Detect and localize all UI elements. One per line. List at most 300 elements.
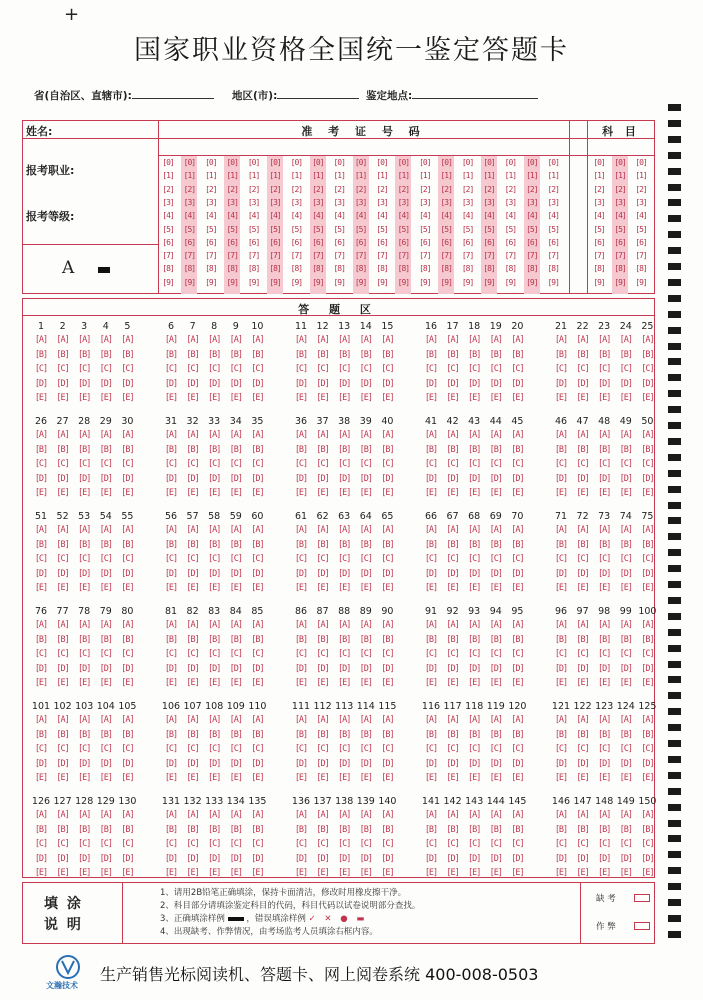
digit-bubble[interactable]: [8] <box>247 264 260 274</box>
answer-bubble[interactable]: [B] <box>78 539 91 550</box>
digit-bubble[interactable]: [0] <box>483 158 495 167</box>
answer-bubble[interactable]: [A] <box>208 335 221 345</box>
digit-bubble[interactable]: [1] <box>483 171 495 181</box>
digit-bubble[interactable]: [0] <box>205 158 217 167</box>
answer-bubble[interactable]: [E] <box>511 678 524 688</box>
answer-bubble[interactable]: [C] <box>446 459 459 469</box>
answer-bubble[interactable]: [A] <box>208 715 221 725</box>
answer-bubble[interactable]: [C] <box>78 459 91 469</box>
answer-bubble[interactable]: [D] <box>316 663 329 674</box>
answer-bubble[interactable]: [C] <box>34 554 48 564</box>
answer-bubble[interactable]: [C] <box>186 554 199 564</box>
answer-bubble[interactable]: [C] <box>186 364 199 374</box>
digit-bubble[interactable]: [2] <box>461 184 474 194</box>
answer-bubble[interactable]: [A] <box>338 620 351 630</box>
answer-bubble[interactable]: [E] <box>381 393 394 403</box>
answer-bubble[interactable]: [E] <box>641 583 654 593</box>
digit-bubble[interactable]: [1] <box>290 171 303 181</box>
answer-bubble[interactable]: [E] <box>576 868 589 878</box>
digit-bubble[interactable]: [5] <box>547 224 559 234</box>
answer-bubble[interactable]: [B] <box>186 634 199 645</box>
digit-bubble[interactable]: [9] <box>333 277 345 287</box>
answer-bubble[interactable]: [A] <box>208 430 221 440</box>
digit-bubble[interactable]: [6] <box>376 237 388 247</box>
answer-bubble[interactable]: [A] <box>381 525 394 535</box>
digit-bubble[interactable]: [0] <box>333 158 345 167</box>
answer-bubble[interactable]: [B] <box>121 539 134 550</box>
answer-bubble[interactable]: [E] <box>554 393 568 403</box>
answer-bubble[interactable]: [E] <box>164 868 178 878</box>
answer-bubble[interactable]: [E] <box>34 488 48 498</box>
answer-bubble[interactable]: [B] <box>338 349 351 360</box>
answer-bubble[interactable]: [C] <box>424 459 438 469</box>
answer-bubble[interactable]: [E] <box>511 773 524 783</box>
answer-bubble[interactable]: [C] <box>229 744 242 754</box>
answer-bubble[interactable]: [C] <box>576 364 589 374</box>
digit-bubble[interactable]: [2] <box>440 184 452 194</box>
answer-bubble[interactable]: [D] <box>641 663 654 674</box>
answer-bubble[interactable]: [A] <box>468 335 481 345</box>
answer-bubble[interactable]: [C] <box>446 744 459 754</box>
answer-bubble[interactable]: [A] <box>598 620 611 630</box>
digit-bubble[interactable]: [7] <box>526 251 538 261</box>
digit-bubble[interactable]: [4] <box>526 211 538 221</box>
answer-bubble[interactable]: [E] <box>99 678 112 688</box>
answer-bubble[interactable]: [D] <box>251 853 264 864</box>
answer-bubble[interactable]: [B] <box>511 349 524 360</box>
answer-bubble[interactable]: [E] <box>229 678 242 688</box>
answer-bubble[interactable]: [B] <box>121 349 134 360</box>
answer-bubble[interactable]: [A] <box>381 430 394 440</box>
answer-bubble[interactable]: [C] <box>251 554 264 564</box>
digit-bubble[interactable]: [8] <box>461 264 474 274</box>
answer-bubble[interactable]: [C] <box>359 554 372 564</box>
answer-bubble[interactable]: [E] <box>446 868 459 878</box>
answer-bubble[interactable]: [A] <box>576 430 589 440</box>
digit-bubble[interactable]: [4] <box>504 211 517 221</box>
digit-bubble[interactable]: [9] <box>547 277 559 287</box>
answer-bubble[interactable]: [B] <box>208 349 221 360</box>
digit-bubble[interactable]: [2] <box>269 184 281 194</box>
answer-bubble[interactable]: [E] <box>99 773 112 783</box>
answer-bubble[interactable]: [B] <box>446 444 459 455</box>
answer-bubble[interactable]: [E] <box>576 773 589 783</box>
answer-bubble[interactable]: [D] <box>511 663 524 674</box>
answer-bubble[interactable]: [E] <box>554 488 568 498</box>
answer-bubble[interactable]: [E] <box>164 393 178 403</box>
digit-bubble[interactable]: [0] <box>397 158 410 167</box>
answer-bubble[interactable]: [D] <box>251 473 264 484</box>
digit-bubble[interactable]: [2] <box>354 184 367 194</box>
answer-bubble[interactable]: [B] <box>489 539 502 550</box>
answer-bubble[interactable]: [D] <box>619 473 632 484</box>
answer-bubble[interactable]: [C] <box>78 364 91 374</box>
answer-bubble[interactable]: [E] <box>121 488 134 498</box>
answer-bubble[interactable]: [C] <box>554 839 568 849</box>
answer-bubble[interactable]: [B] <box>468 634 481 645</box>
answer-bubble[interactable]: [E] <box>598 488 611 498</box>
answer-bubble[interactable]: [D] <box>251 378 264 389</box>
digit-bubble[interactable]: [6] <box>461 237 474 247</box>
answer-bubble[interactable]: [D] <box>338 473 351 484</box>
answer-bubble[interactable]: [E] <box>294 488 308 498</box>
answer-bubble[interactable]: [B] <box>294 349 308 360</box>
answer-bubble[interactable]: [E] <box>641 868 654 878</box>
answer-bubble[interactable]: [E] <box>56 773 69 783</box>
answer-bubble[interactable]: [E] <box>424 773 438 783</box>
answer-bubble[interactable]: [A] <box>511 525 524 535</box>
answer-bubble[interactable]: [C] <box>121 649 134 659</box>
digit-bubble[interactable]: [0] <box>183 158 196 167</box>
answer-bubble[interactable]: [B] <box>99 349 112 360</box>
digit-bubble[interactable]: [7] <box>376 251 388 261</box>
digit-bubble[interactable]: [7] <box>593 251 605 261</box>
digit-bubble[interactable]: [3] <box>376 197 388 207</box>
answer-bubble[interactable]: [D] <box>619 758 632 769</box>
answer-bubble[interactable]: [D] <box>186 853 199 864</box>
answer-bubble[interactable]: [D] <box>229 378 242 389</box>
answer-bubble[interactable]: [A] <box>359 525 372 535</box>
answer-bubble[interactable]: [B] <box>338 824 351 835</box>
digit-bubble[interactable]: [0] <box>547 158 559 167</box>
digit-bubble[interactable]: [6] <box>312 237 324 247</box>
digit-bubble[interactable]: [6] <box>354 237 367 247</box>
answer-bubble[interactable]: [B] <box>576 729 589 740</box>
answer-bubble[interactable]: [A] <box>294 715 308 725</box>
answer-bubble[interactable]: [C] <box>424 744 438 754</box>
answer-bubble[interactable]: [B] <box>338 634 351 645</box>
answer-bubble[interactable]: [E] <box>251 583 264 593</box>
answer-bubble[interactable]: [E] <box>641 488 654 498</box>
answer-bubble[interactable]: [D] <box>56 853 69 864</box>
answer-bubble[interactable]: [B] <box>316 539 329 550</box>
digit-bubble[interactable]: [2] <box>504 184 517 194</box>
answer-bubble[interactable]: [D] <box>446 853 459 864</box>
digit-bubble[interactable]: [9] <box>247 277 260 287</box>
answer-bubble[interactable]: [C] <box>56 839 69 849</box>
answer-bubble[interactable]: [E] <box>164 583 178 593</box>
digit-bubble[interactable]: [4] <box>247 211 260 221</box>
answer-bubble[interactable]: [D] <box>78 853 91 864</box>
answer-bubble[interactable]: [D] <box>316 473 329 484</box>
answer-bubble[interactable]: [C] <box>511 364 524 374</box>
answer-bubble[interactable]: [D] <box>576 473 589 484</box>
answer-bubble[interactable]: [E] <box>511 868 524 878</box>
answer-bubble[interactable]: [E] <box>598 868 611 878</box>
answer-bubble[interactable]: [E] <box>78 678 91 688</box>
digit-bubble[interactable]: [9] <box>205 277 217 287</box>
answer-bubble[interactable]: [D] <box>294 853 308 864</box>
answer-bubble[interactable]: [D] <box>164 853 178 864</box>
answer-bubble[interactable]: [C] <box>251 364 264 374</box>
answer-bubble[interactable]: [D] <box>359 758 372 769</box>
region-field[interactable] <box>232 88 359 103</box>
answer-bubble[interactable]: [B] <box>489 634 502 645</box>
answer-bubble[interactable]: [E] <box>294 393 308 403</box>
answer-bubble[interactable]: [C] <box>619 839 632 849</box>
answer-bubble[interactable]: [D] <box>446 663 459 674</box>
digit-bubble[interactable]: [1] <box>354 171 367 181</box>
answer-bubble[interactable]: [D] <box>121 853 134 864</box>
province-field[interactable] <box>34 88 214 103</box>
answer-bubble[interactable]: [D] <box>121 758 134 769</box>
digit-bubble[interactable]: [8] <box>547 264 559 274</box>
digit-bubble[interactable]: [5] <box>526 224 538 234</box>
digit-bubble[interactable]: [4] <box>354 211 367 221</box>
answer-bubble[interactable]: [C] <box>381 744 394 754</box>
answer-bubble[interactable]: [B] <box>446 824 459 835</box>
digit-bubble[interactable]: [5] <box>440 224 452 234</box>
answer-bubble[interactable]: [C] <box>489 744 502 754</box>
answer-bubble[interactable]: [A] <box>251 620 264 630</box>
digit-bubble[interactable]: [4] <box>635 211 647 221</box>
answer-bubble[interactable]: [E] <box>99 868 112 878</box>
digit-bubble[interactable]: [2] <box>526 184 538 194</box>
answer-bubble[interactable]: [B] <box>99 729 112 740</box>
answer-bubble[interactable]: [C] <box>316 744 329 754</box>
answer-bubble[interactable]: [E] <box>489 678 502 688</box>
answer-bubble[interactable]: [D] <box>511 378 524 389</box>
answer-bubble[interactable]: [C] <box>229 649 242 659</box>
digit-bubble[interactable]: [9] <box>483 277 495 287</box>
answer-bubble[interactable]: [A] <box>229 620 242 630</box>
answer-bubble[interactable]: [E] <box>424 583 438 593</box>
answer-bubble[interactable]: [E] <box>78 773 91 783</box>
digit-bubble[interactable]: [4] <box>333 211 345 221</box>
digit-bubble[interactable]: [3] <box>290 197 303 207</box>
answer-bubble[interactable]: [C] <box>316 459 329 469</box>
answer-bubble[interactable]: [A] <box>34 525 48 535</box>
answer-bubble[interactable]: [E] <box>381 583 394 593</box>
digit-bubble[interactable]: [7] <box>162 251 174 261</box>
answer-bubble[interactable]: [B] <box>641 349 654 360</box>
answer-bubble[interactable]: [B] <box>121 729 134 740</box>
answer-bubble[interactable]: [D] <box>78 663 91 674</box>
answer-bubble[interactable]: [C] <box>294 839 308 849</box>
answer-bubble[interactable]: [B] <box>598 539 611 550</box>
answer-bubble[interactable]: [B] <box>511 444 524 455</box>
answer-bubble[interactable]: [B] <box>316 729 329 740</box>
answer-bubble[interactable]: [D] <box>359 663 372 674</box>
answer-bubble[interactable]: [A] <box>34 810 48 820</box>
answer-bubble[interactable]: [B] <box>381 444 394 455</box>
answer-bubble[interactable]: [C] <box>446 554 459 564</box>
answer-bubble[interactable]: [C] <box>229 554 242 564</box>
answer-bubble[interactable]: [D] <box>359 378 372 389</box>
digit-bubble[interactable]: [9] <box>354 277 367 287</box>
cheat-box[interactable] <box>634 922 650 930</box>
answer-bubble[interactable]: [D] <box>489 853 502 864</box>
answer-bubble[interactable]: [A] <box>164 620 178 630</box>
answer-bubble[interactable]: [C] <box>164 649 178 659</box>
answer-bubble[interactable]: [E] <box>554 868 568 878</box>
answer-bubble[interactable]: [E] <box>164 488 178 498</box>
answer-bubble[interactable]: [A] <box>316 430 329 440</box>
answer-bubble[interactable]: [A] <box>511 620 524 630</box>
answer-bubble[interactable]: [B] <box>381 824 394 835</box>
answer-bubble[interactable]: [B] <box>208 729 221 740</box>
answer-bubble[interactable]: [C] <box>619 554 632 564</box>
answer-bubble[interactable]: [D] <box>34 568 48 579</box>
digit-bubble[interactable]: [7] <box>205 251 217 261</box>
digit-bubble[interactable]: [4] <box>614 211 626 221</box>
answer-bubble[interactable]: [A] <box>641 335 654 345</box>
answer-bubble[interactable]: [C] <box>489 554 502 564</box>
answer-bubble[interactable]: [C] <box>338 554 351 564</box>
answer-bubble[interactable]: [A] <box>208 620 221 630</box>
digit-bubble[interactable]: [2] <box>183 184 196 194</box>
digit-bubble[interactable]: [0] <box>504 158 517 167</box>
answer-bubble[interactable]: [D] <box>56 473 69 484</box>
answer-bubble[interactable]: [A] <box>424 810 438 820</box>
answer-bubble[interactable]: [D] <box>619 378 632 389</box>
answer-bubble[interactable]: [D] <box>99 758 112 769</box>
answer-bubble[interactable]: [B] <box>316 634 329 645</box>
answer-bubble[interactable]: [B] <box>229 539 242 550</box>
digit-bubble[interactable]: [4] <box>290 211 303 221</box>
answer-bubble[interactable]: [A] <box>78 525 91 535</box>
answer-bubble[interactable]: [B] <box>641 539 654 550</box>
answer-bubble[interactable]: [C] <box>446 649 459 659</box>
answer-bubble[interactable]: [C] <box>489 364 502 374</box>
answer-bubble[interactable]: [C] <box>121 744 134 754</box>
digit-bubble[interactable]: [1] <box>547 171 559 181</box>
answer-bubble[interactable]: [A] <box>446 620 459 630</box>
answer-bubble[interactable]: [D] <box>208 473 221 484</box>
answer-bubble[interactable]: [B] <box>424 824 438 835</box>
answer-bubble[interactable]: [B] <box>99 634 112 645</box>
answer-bubble[interactable]: [B] <box>381 349 394 360</box>
answer-bubble[interactable]: [A] <box>598 525 611 535</box>
answer-bubble[interactable]: [B] <box>468 349 481 360</box>
answer-bubble[interactable]: [D] <box>511 853 524 864</box>
answer-bubble[interactable]: [E] <box>316 583 329 593</box>
answer-bubble[interactable]: [E] <box>208 488 221 498</box>
digit-bubble[interactable]: [0] <box>354 158 367 167</box>
answer-bubble[interactable]: [D] <box>294 568 308 579</box>
digit-bubble[interactable]: [4] <box>376 211 388 221</box>
answer-bubble[interactable]: [D] <box>511 568 524 579</box>
answer-bubble[interactable]: [C] <box>576 839 589 849</box>
answer-bubble[interactable]: [E] <box>338 678 351 688</box>
answer-bubble[interactable]: [B] <box>598 824 611 835</box>
answer-bubble[interactable]: [D] <box>294 663 308 674</box>
answer-bubble[interactable]: [D] <box>34 663 48 674</box>
digit-bubble[interactable]: [8] <box>376 264 388 274</box>
answer-bubble[interactable]: [B] <box>511 634 524 645</box>
digit-bubble[interactable]: [5] <box>419 224 431 234</box>
answer-bubble[interactable]: [C] <box>598 839 611 849</box>
answer-bubble[interactable]: [D] <box>554 853 568 864</box>
answer-bubble[interactable]: [E] <box>468 868 481 878</box>
digit-bubble[interactable]: [2] <box>397 184 410 194</box>
digit-bubble[interactable]: [1] <box>247 171 260 181</box>
answer-bubble[interactable]: [D] <box>164 378 178 389</box>
answer-bubble[interactable]: [A] <box>294 335 308 345</box>
answer-bubble[interactable]: [B] <box>359 349 372 360</box>
answer-bubble[interactable]: [D] <box>468 378 481 389</box>
answer-bubble[interactable]: [E] <box>121 678 134 688</box>
answer-bubble[interactable]: [B] <box>56 729 69 740</box>
answer-bubble[interactable]: [B] <box>619 824 632 835</box>
answer-bubble[interactable]: [D] <box>381 853 394 864</box>
answer-bubble[interactable]: [D] <box>554 378 568 389</box>
answer-bubble[interactable]: [A] <box>99 620 112 630</box>
answer-bubble[interactable]: [B] <box>56 444 69 455</box>
digit-bubble[interactable]: [3] <box>440 197 452 207</box>
digit-bubble[interactable]: [7] <box>440 251 452 261</box>
answer-bubble[interactable]: [E] <box>641 678 654 688</box>
answer-bubble[interactable]: [B] <box>619 444 632 455</box>
digit-bubble[interactable]: [4] <box>419 211 431 221</box>
site-field[interactable] <box>366 88 538 103</box>
digit-bubble[interactable]: [3] <box>269 197 281 207</box>
answer-bubble[interactable]: [A] <box>338 430 351 440</box>
answer-bubble[interactable]: [B] <box>424 349 438 360</box>
answer-bubble[interactable]: [C] <box>316 649 329 659</box>
digit-bubble[interactable]: [1] <box>312 171 324 181</box>
digit-bubble[interactable]: [5] <box>614 224 626 234</box>
answer-bubble[interactable]: [E] <box>468 678 481 688</box>
answer-bubble[interactable]: [E] <box>554 678 568 688</box>
digit-bubble[interactable]: [3] <box>162 197 174 207</box>
answer-bubble[interactable]: [C] <box>34 744 48 754</box>
answer-bubble[interactable]: [A] <box>294 525 308 535</box>
answer-bubble[interactable]: [D] <box>489 568 502 579</box>
answer-bubble[interactable]: [E] <box>489 583 502 593</box>
answer-bubble[interactable]: [D] <box>468 663 481 674</box>
digit-bubble[interactable]: [7] <box>397 251 410 261</box>
answer-bubble[interactable]: [E] <box>186 773 199 783</box>
answer-bubble[interactable]: [A] <box>56 620 69 630</box>
answer-bubble[interactable]: [C] <box>208 364 221 374</box>
digit-bubble[interactable]: [7] <box>354 251 367 261</box>
answer-bubble[interactable]: [A] <box>121 715 134 725</box>
digit-bubble[interactable]: [0] <box>593 158 605 167</box>
answer-bubble[interactable]: [E] <box>338 488 351 498</box>
digit-bubble[interactable]: [0] <box>247 158 260 167</box>
answer-bubble[interactable]: [C] <box>619 459 632 469</box>
answer-bubble[interactable]: [C] <box>316 364 329 374</box>
digit-bubble[interactable]: [5] <box>183 224 196 234</box>
answer-bubble[interactable]: [B] <box>34 824 48 835</box>
answer-bubble[interactable]: [A] <box>121 525 134 535</box>
digit-bubble[interactable]: [4] <box>483 211 495 221</box>
digit-bubble[interactable]: [3] <box>397 197 410 207</box>
answer-bubble[interactable]: [D] <box>56 663 69 674</box>
digit-bubble[interactable]: [0] <box>419 158 431 167</box>
answer-bubble[interactable]: [C] <box>576 554 589 564</box>
answer-bubble[interactable]: [B] <box>554 729 568 740</box>
answer-bubble[interactable]: [A] <box>121 335 134 345</box>
answer-bubble[interactable]: [D] <box>251 568 264 579</box>
answer-bubble[interactable]: [D] <box>446 378 459 389</box>
answer-bubble[interactable]: [A] <box>424 525 438 535</box>
answer-bubble[interactable]: [A] <box>468 810 481 820</box>
digit-bubble[interactable]: [5] <box>162 224 174 234</box>
answer-bubble[interactable]: [A] <box>78 335 91 345</box>
answer-bubble[interactable]: [C] <box>598 364 611 374</box>
digit-bubble[interactable]: [9] <box>290 277 303 287</box>
answer-bubble[interactable]: [D] <box>446 473 459 484</box>
answer-bubble[interactable]: [E] <box>576 393 589 403</box>
answer-bubble[interactable]: [E] <box>511 488 524 498</box>
digit-bubble[interactable]: [5] <box>635 224 647 234</box>
answer-bubble[interactable]: [B] <box>121 634 134 645</box>
digit-bubble[interactable]: [5] <box>504 224 517 234</box>
answer-bubble[interactable]: [A] <box>641 810 654 820</box>
answer-bubble[interactable]: [B] <box>229 349 242 360</box>
